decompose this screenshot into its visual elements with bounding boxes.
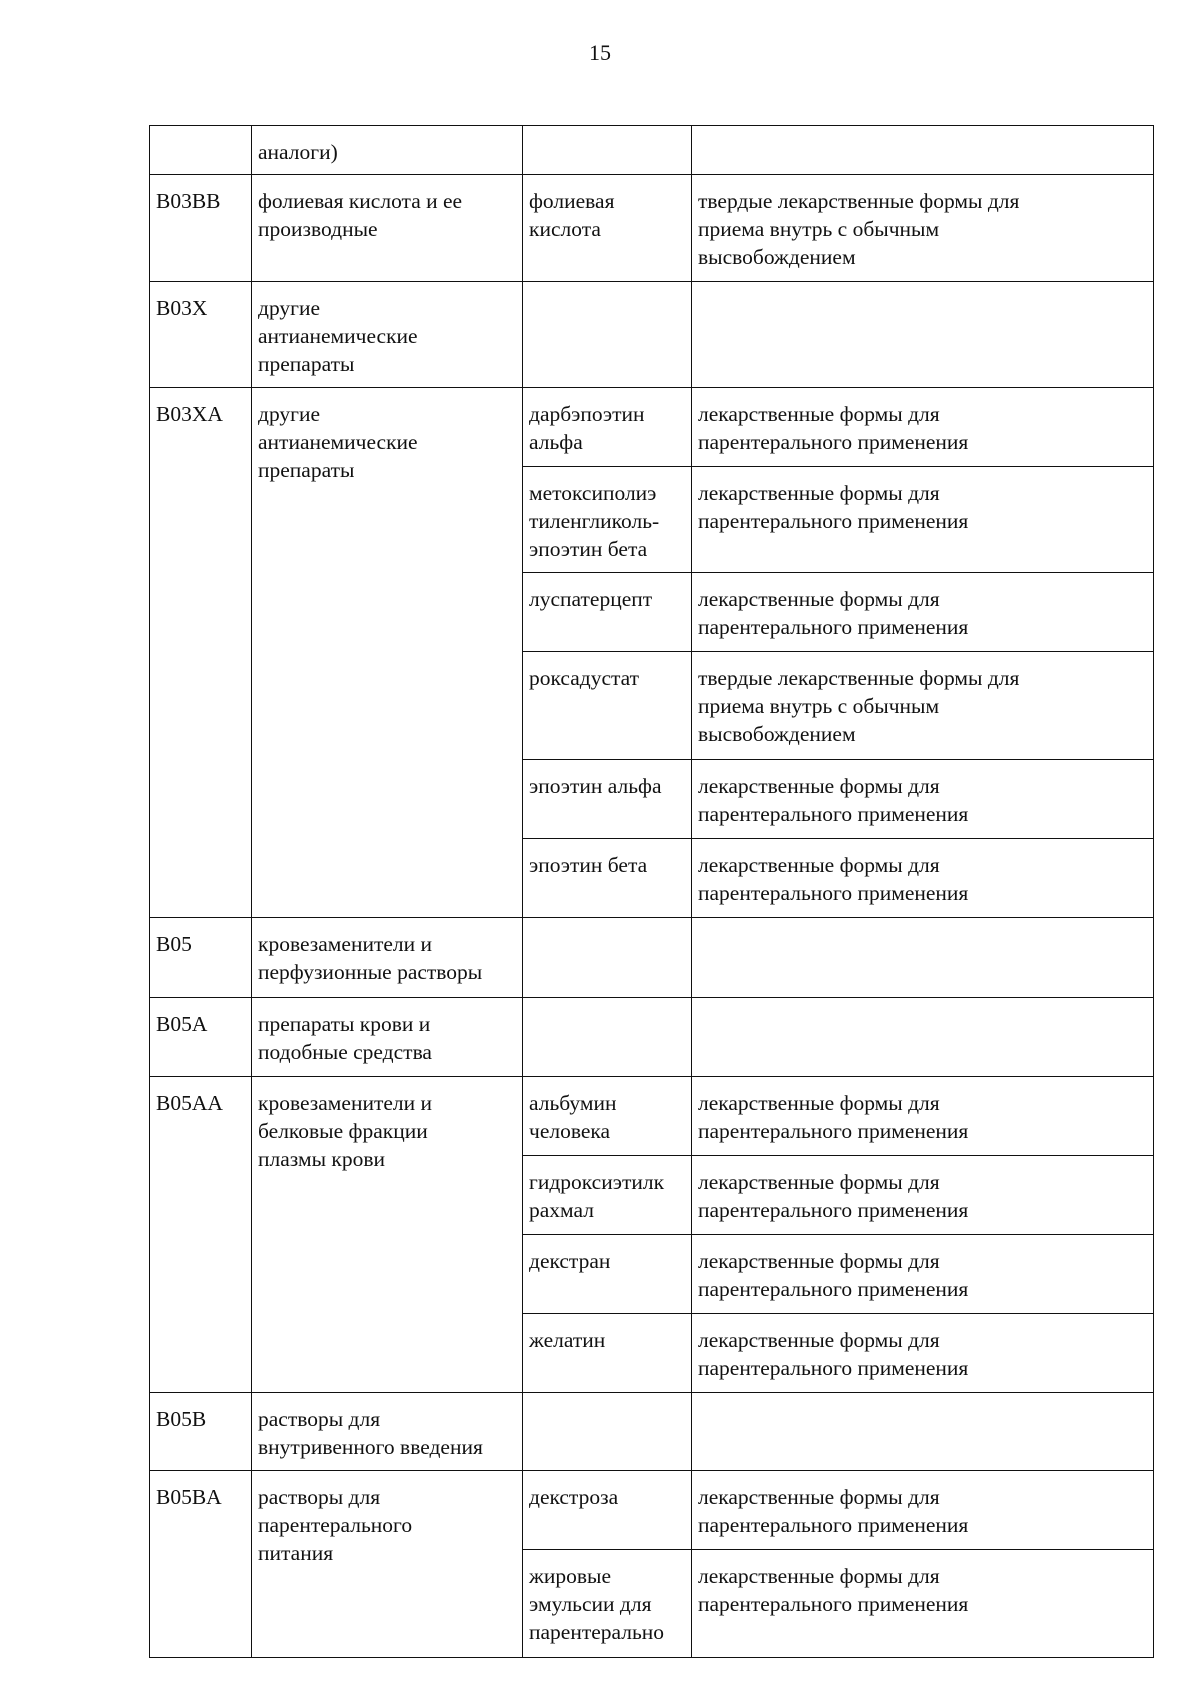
dosage-form-cell (692, 1393, 1154, 1471)
dosage-form-cell: лекарственные формы для парентерального применения (692, 760, 1154, 839)
drug-name-cell: эпоэтин альфа (523, 760, 692, 839)
dosage-form-cell (692, 126, 1154, 175)
table-row (150, 282, 1154, 388)
atc-code-cell (150, 126, 252, 175)
drug-name-cell: дарбэпоэтин альфа (523, 388, 692, 467)
atc-code-cell: B05B (150, 1393, 252, 1471)
dosage-form-cell: лекарственные формы для парентерального применения (692, 1156, 1154, 1235)
dosage-form-cell: лекарственные формы для парентерального применения (692, 573, 1154, 652)
table-row (150, 918, 1154, 998)
dosage-form-cell: лекарственные формы для парентерального применения (692, 388, 1154, 467)
dosage-form-cell: твердые лекарственные формы для приема внутрь с обычным высвобождением (692, 175, 1154, 282)
table-row (150, 175, 1154, 282)
drug-name-cell (523, 282, 692, 388)
dosage-form-cell: лекарственные формы для парентерального применения (692, 839, 1154, 918)
table-row (150, 1393, 1154, 1471)
group-name-cell: препараты крови и подобные средства (252, 998, 523, 1077)
table-row (150, 1471, 1154, 1550)
table-row (150, 998, 1154, 1077)
group-name-cell: кровезаменители и белковые фракции плазмы крови (252, 1077, 523, 1393)
drug-name-cell (523, 998, 692, 1077)
dosage-form-cell: лекарственные формы для парентерального применения (692, 1314, 1154, 1393)
dosage-form-cell: лекарственные формы для парентерального применения (692, 1077, 1154, 1156)
drug-name-cell (523, 918, 692, 998)
atc-code-cell: B05 (150, 918, 252, 998)
atc-code-cell: B03BB (150, 175, 252, 282)
drug-name-cell: альбумин человека (523, 1077, 692, 1156)
atc-code-cell: B05AA (150, 1077, 252, 1393)
dosage-form-cell (692, 998, 1154, 1077)
group-name-cell: аналоги) (252, 126, 523, 175)
table-row (150, 1077, 1154, 1156)
atc-code-cell: B03X (150, 282, 252, 388)
page-number: 15 (589, 40, 611, 65)
drug-name-cell (523, 126, 692, 175)
atc-code-cell: B05A (150, 998, 252, 1077)
group-name-cell: другие антианемические препараты (252, 282, 523, 388)
atc-code-cell: B05BA (150, 1471, 252, 1658)
drug-name-cell: эпоэтин бета (523, 839, 692, 918)
drug-name-cell: гидроксиэтилк рахмал (523, 1156, 692, 1235)
dosage-form-cell (692, 918, 1154, 998)
table-row (150, 388, 1154, 467)
drug-name-cell: жировые эмульсии для парентерально (523, 1550, 692, 1658)
atc-code-cell: B03XA (150, 388, 252, 918)
dosage-form-cell: лекарственные формы для парентерального применения (692, 1471, 1154, 1550)
drug-name-cell: метоксиполиэ тиленгликоль- эпоэтин бета (523, 467, 692, 573)
drug-name-cell (523, 1393, 692, 1471)
drug-name-cell: декстроза (523, 1471, 692, 1550)
dosage-form-cell: твердые лекарственные формы для приема внутрь с обычным высвобождением (692, 652, 1154, 760)
dosage-form-cell: лекарственные формы для парентерального применения (692, 467, 1154, 573)
group-name-cell: растворы для парентерального питания (252, 1471, 523, 1658)
group-name-cell: фолиевая кислота и ее производные (252, 175, 523, 282)
group-name-cell: кровезаменители и перфузионные растворы (252, 918, 523, 998)
table-row (150, 126, 1154, 175)
dosage-form-cell (692, 282, 1154, 388)
group-name-cell: другие антианемические препараты (252, 388, 523, 918)
drug-name-cell: луспатерцепт (523, 573, 692, 652)
drug-name-cell: фолиевая кислота (523, 175, 692, 282)
drug-name-cell: декстран (523, 1235, 692, 1314)
drug-classification-table (149, 125, 1154, 1658)
drug-name-cell: желатин (523, 1314, 692, 1393)
drug-name-cell: роксадустат (523, 652, 692, 760)
group-name-cell: растворы для внутривенного введения (252, 1393, 523, 1471)
dosage-form-cell: лекарственные формы для парентерального применения (692, 1550, 1154, 1658)
dosage-form-cell: лекарственные формы для парентерального применения (692, 1235, 1154, 1314)
